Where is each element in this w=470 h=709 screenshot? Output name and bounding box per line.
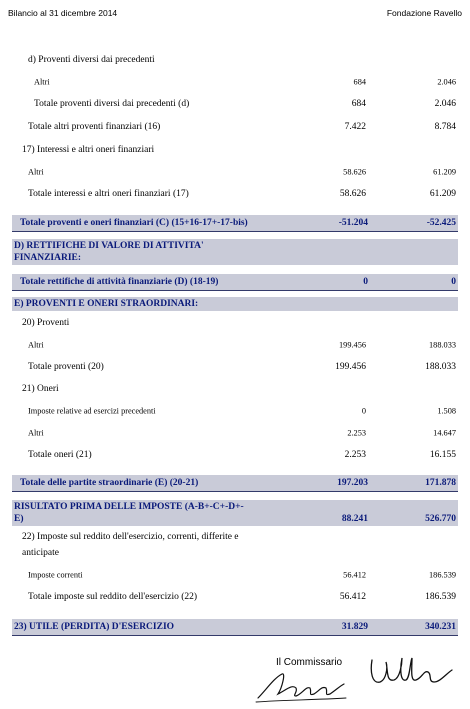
value-2013: 171.878 [425,478,456,488]
section-title-interessi [0,141,470,159]
row-label: Imposte relative ad esercizi precedenti [28,406,156,416]
total-band-rettifiche [12,274,458,290]
table-row [0,358,470,376]
value-2013: 61.209 [429,189,456,199]
value-2013: 61.209 [433,167,456,177]
value-2014: 684 [351,99,366,109]
result-band-utile [12,619,458,635]
value-2013: 188.033 [429,340,456,350]
signature-left-icon [252,660,352,706]
value-2013: 188.033 [425,362,456,372]
value-2013: 186.539 [425,592,456,602]
value-2014: 31.829 [341,622,368,632]
signature-right-icon [366,654,462,694]
table-row [0,424,470,442]
document-header-right: Fondazione Ravello [386,8,462,18]
divider [12,635,458,636]
section-band-straordinari [12,297,458,311]
table-row [0,336,470,354]
row-label: Altri [28,340,44,350]
row-label: 17) Interessi e altri oneri finanziari [22,145,155,155]
section-band-rettifiche [12,239,458,265]
signature-label: Il Commissario [276,657,343,668]
value-2014: 7.422 [344,122,366,132]
section-title-proventi-20 [0,314,470,332]
divider [12,231,458,232]
section-title-imposte-22-cont [0,545,470,561]
value-2014: 0 [363,277,368,287]
table-row [0,588,470,606]
value-2013: 8.784 [434,122,456,132]
total-band-straordinarie [12,475,458,491]
table-row [0,95,470,113]
result-band-pre-tax [12,500,458,526]
row-label: Totale oneri (21) [28,450,92,460]
section-title-oneri-21 [0,380,470,398]
value-2014: 58.626 [339,189,366,199]
divider [12,491,458,492]
value-2013: 2.046 [434,99,456,109]
band-title-line2: FINANZIARIE: [14,253,82,263]
band-label: Totale proventi e oneri finanziari (C) (15+16-17+-17-bis) [20,218,248,228]
value-2014: 56.412 [343,570,366,580]
value-2014: 58.626 [343,167,366,177]
table-row [0,185,470,203]
value-2014: -51.204 [338,218,368,228]
value-2013: 186.539 [429,570,456,580]
value-2013: 1.508 [437,406,456,416]
band-label: Totale rettifiche di attività finanziarie (D) (18-19) [20,277,219,287]
value-2013: 340.231 [425,622,456,632]
band-title-line1: RISULTATO PRIMA DELLE IMPOSTE (A-B+-C+-D+- [14,502,244,512]
value-2013: 2.046 [437,77,456,87]
row-label: anticipate [22,548,59,558]
band-label: 23) UTILE (PERDITA) D'ESERCIZIO [14,622,175,632]
value-2014: 199.456 [335,362,366,372]
value-2014: 2.253 [344,450,366,460]
value-2014: 88.241 [341,514,368,524]
row-label: 22) Imposte sul reddito dell'esercizio, correnti, differite e [22,532,239,542]
row-label: 21) Oneri [22,384,59,394]
value-2014: 197.203 [337,478,368,488]
document-header-left: Bilancio al 31 dicembre 2014 [8,8,118,18]
table-row [0,118,470,136]
band-label: Totale delle partite straordinarie (E) (20-21) [20,478,199,488]
row-label: Totale proventi diversi dai precedenti (d) [34,99,190,109]
divider [12,290,458,291]
band-title-line2: E) [14,514,24,524]
value-2013: 14.647 [433,428,456,438]
value-2013: 0 [451,277,456,287]
value-2014: 2.253 [347,428,366,438]
total-band-proventi-oneri-finanziari [12,215,458,231]
row-label: Altri [34,77,50,87]
value-2014: 56.412 [339,592,366,602]
table-row [0,402,470,420]
table-row [0,566,470,584]
table-row [0,163,470,181]
row-label: Totale altri proventi finanziari (16) [28,122,161,132]
band-title-line1: D) RETTIFICHE DI VALORE DI ATTIVITA' [14,241,204,251]
row-label: Totale interessi e altri oneri finanziari (17) [28,189,189,199]
row-label: Totale proventi (20) [28,362,104,372]
row-label: d) Proventi diversi dai precedenti [28,55,155,65]
row-label: 20) Proventi [22,318,70,328]
row-label: Altri [28,428,44,438]
value-2013: -52.425 [426,218,456,228]
value-2014: 684 [353,77,366,87]
section-title-proventi-diversi [0,51,470,69]
table-row [0,446,470,464]
band-title: E) PROVENTI E ONERI STRAORDINARI: [14,299,199,309]
row-label: Altri [28,167,44,177]
row-label: Totale imposte sul reddito dell'esercizio (22) [28,592,198,602]
value-2013: 526.770 [425,514,456,524]
value-2014: 199.456 [339,340,366,350]
value-2013: 16.155 [429,450,456,460]
section-title-imposte-22 [0,529,470,545]
row-label: Imposte correnti [28,570,83,580]
value-2014: 0 [361,406,366,416]
table-row [0,73,470,91]
